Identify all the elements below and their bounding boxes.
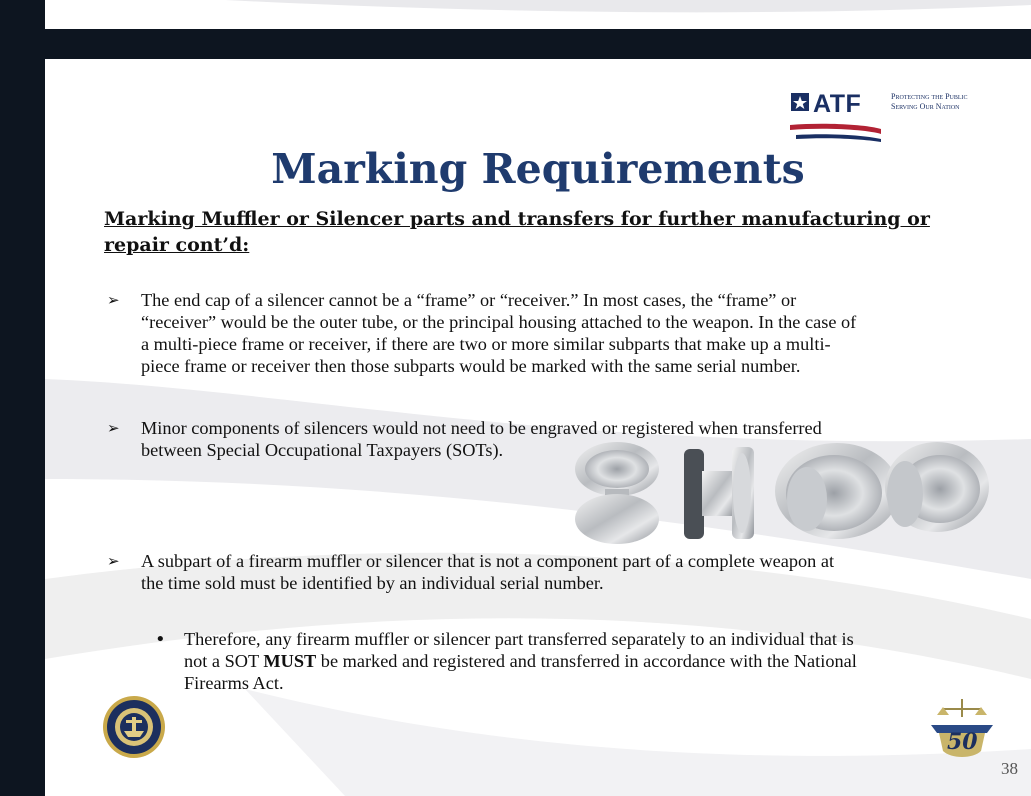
slide — [45, 59, 1031, 796]
arrow-bullet-icon: ➢ — [107, 552, 120, 570]
bullet-line: piece frame or receiver then those subparts would be marked with the same serial number. — [141, 356, 801, 376]
page-number: 38 — [1001, 759, 1018, 778]
bullet-1 — [141, 289, 1021, 377]
arrow-bullet-icon: ➢ — [107, 291, 120, 309]
bullet-line: A subpart of a firearm muffler or silencer that is not a component part of a complete weapon at — [141, 551, 835, 571]
bullet-line: Minor components of silencers would not need to be engraved or registered when transferred — [141, 418, 822, 438]
tagline-line-1: Protecting the Public — [891, 92, 968, 101]
department-seal-icon — [102, 695, 166, 759]
sub-bullet-line: Therefore, any firearm muffler or silencer part transferred separately to an individual that is — [184, 629, 854, 649]
silencer-parts-image — [572, 439, 992, 549]
section-heading: Marking Muffler or Silencer parts and transfers for further manufacturing or repair cont’d: — [104, 208, 930, 256]
anniversary-badge-text: 50 — [947, 729, 978, 755]
silencer-part — [775, 443, 899, 539]
bullet-line: between Special Occupational Taxpayers (SOTs). — [141, 440, 504, 460]
top-dark-band — [45, 29, 1031, 59]
left-dark-band — [0, 0, 45, 796]
sub-bullet-line: Firearms Act. — [184, 673, 284, 693]
sub-bullet-text: be marked and registered and transferred in accordance with the National — [316, 651, 857, 671]
silencer-part — [684, 447, 754, 539]
bullet-line: The end cap of a silencer cannot be a “frame” or “receiver.” In most cases, the “frame” or — [141, 290, 797, 310]
arrow-bullet-icon: ➢ — [107, 419, 120, 437]
tagline-line-2: Serving Our Nation — [891, 102, 960, 111]
emphasis-must: MUST — [263, 651, 317, 671]
bullet-line: a multi-piece frame or receiver, if there are two or more similar subparts that make up a multi- — [141, 334, 831, 354]
silencer-part — [885, 442, 989, 532]
silencer-part — [575, 442, 659, 544]
slide-title: Marking Requirements — [271, 145, 805, 193]
bullet-line: “receiver” would be the outer tube, or the principal housing attached to the weapon. In the case of — [141, 312, 857, 332]
atf-logo-text: ATF — [813, 90, 862, 118]
sub-bullet — [184, 628, 1014, 694]
atf-logo — [788, 89, 988, 149]
bullet-3 — [141, 550, 1021, 594]
bullet-line: the time sold must be identified by an individual serial number. — [141, 573, 604, 593]
round-bullet-icon: • — [155, 629, 166, 650]
sub-bullet-text: not a SOT — [184, 651, 264, 671]
previous-slide-edge — [45, 0, 1031, 29]
sub-bullet-line — [184, 650, 1014, 672]
